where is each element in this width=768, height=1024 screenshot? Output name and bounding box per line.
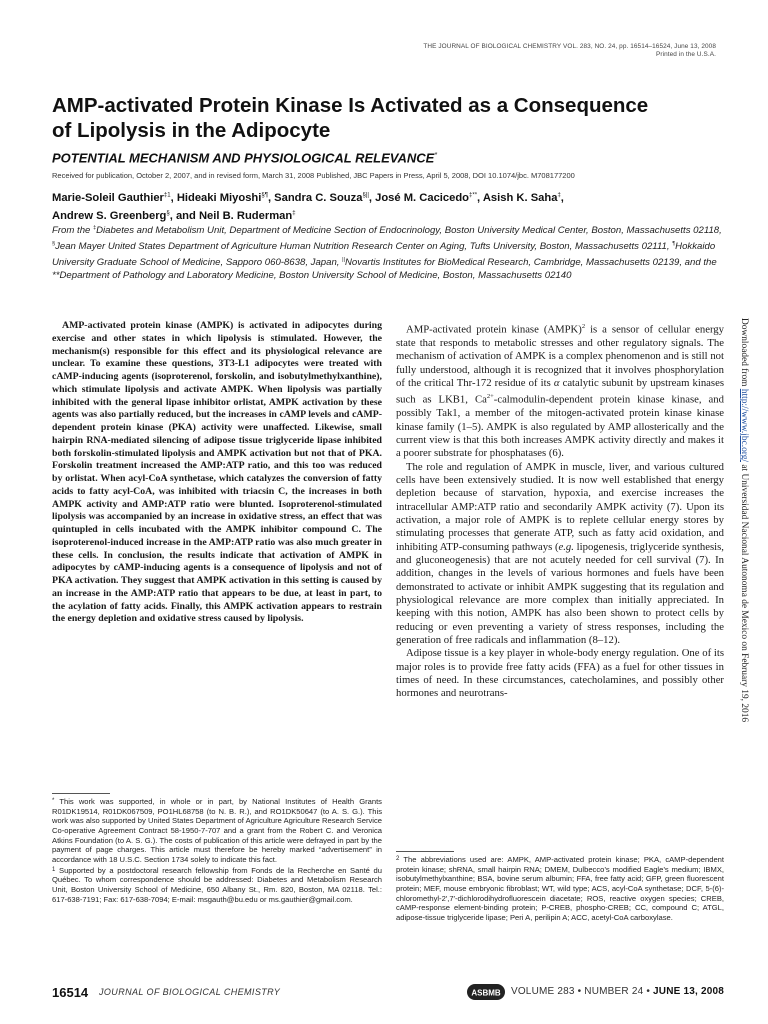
footnote-mark: 2: [396, 856, 400, 862]
asbmb-logo: [467, 984, 505, 1000]
footnote-mark: 1: [52, 866, 56, 873]
footnote-text: Supported by a postdoctoral research fellowship from Fonds de la Recherche en Santé du Québec. To whom correspondence should be addressed: Diabetes and Metabolism Research Unit, Boston University School of Medicine, 650 Albany St., Rm. 820, Boston, MA 02118. Tel.: 617-638-7191; Fax: 617-638-7094; E-mail: msgauth@bu.edu or ms.gauthier@gmail.com.: [52, 865, 382, 904]
text-run: -calmodulin-dependent protein kinase kinase, and possibly Tak1, a member of the mitogen-activated protein kinase kinase kinase family (1–5). AMPK is also regulated by AMP allosterically and the current view is that this both increases AMPK activity directly and makes it a poorer substrate for phosphatases (6).: [396, 393, 724, 460]
charge-superscript: 2+: [486, 393, 494, 401]
footnote-text: This work was supported, in whole or in part, by National Institutes of Health Grants R01DK19514, R01DK067509, PO1HL68758 (to N. B. R.), and RO1DK50647 (to A. S. G.). This work was also supported by United States Department of Agriculture Agriculture Research Service Co-operative Agreement Contract 58-1950-7-707 and a grant from the Robert C. and Veronica Atkins Foundation (to A. S. G.). The costs of publication of this article were defrayed in part by the payment of page charges. This article must therefore be hereby marked “advertisement” in accordance with 18 U.S.C. Section 1734 solely to indicate this fact.: [52, 797, 382, 864]
author: Hideaki Miyoshi§¶,: [176, 191, 275, 204]
running-header: [423, 43, 716, 59]
author-list: [52, 187, 692, 224]
footer-volume: [511, 986, 724, 997]
footnote-abbreviations: [396, 855, 724, 923]
author: Marie-Soleil Gauthier$^{\ddagger 1}$,: [52, 191, 177, 204]
jbc-link[interactable]: http://www.jbc.org/: [739, 388, 749, 463]
paragraph: [396, 461, 724, 648]
title-line-2: of Lipolysis in the Adipocyte: [52, 118, 331, 142]
author-mark: §: [166, 210, 170, 217]
volume-issue: VOLUME 283 • NUMBER 24 •: [510, 986, 651, 997]
text-run: catalytic subunit by upstream kinases such as LKB1, Ca: [396, 376, 724, 406]
article-title: [52, 94, 732, 143]
author-mark: §||: [362, 192, 369, 198]
download-suffix: at Universidad Nacional Autonoma de Mexico on February 19, 2016: [739, 462, 749, 723]
affiliation: Diabetes and Metabolism Unit, Department of Medicine Section of Endocrinology, Boston University Medical Center, Boston, Massachusetts 02118,: [96, 225, 722, 237]
author-name: Hideaki Miyoshi: [176, 191, 262, 204]
author-mark: ‡: [557, 192, 561, 198]
author-name: José M. Cacicedo: [375, 191, 470, 204]
affiliation-mark: §: [52, 241, 56, 248]
page-footer: [52, 985, 724, 1001]
footer-journal-name: JOURNAL OF BIOLOGICAL CHEMISTRY: [99, 987, 281, 997]
text-run: The role and regulation of AMPK in muscle, liver, and various cultured cells have been extensively studied. It is now well established that energy depletion because of starvation, hypoxia, and exercise increases the intracellular AMP:ATP ratio and secondarily AMPK activity (7). Upon its activation, a major role of AMPK is to replete cellular energy stores by stimulating processes that generate ATP, such as fatty acid oxidation, and inhibiting ATP-consuming pathways (: [396, 460, 724, 553]
subtitle-text: POTENTIAL MECHANISM AND PHYSIOLOGICAL RELEVANCE: [52, 150, 435, 166]
author-mark: ‡: [292, 210, 296, 217]
article-subtitle: [52, 148, 437, 166]
page-number: 16514: [52, 985, 89, 1000]
affiliation-mark: ¶: [672, 241, 676, 248]
issue-date: JUNE 13, 2008: [653, 986, 724, 997]
footnote-ref[interactable]: 2: [581, 323, 586, 330]
author-name: and Neil B. Ruderman: [175, 210, 293, 223]
publication-history: Received for publication, October 2, 2007, and in revised form, March 31, 2008 Published, JBC Papers in Press, April 5, 2008, DOI 10.1074/jbc. M708177200: [52, 171, 575, 180]
italic-eg: e.g.: [558, 540, 574, 553]
author-name: Andrew S. Greenberg: [52, 210, 167, 223]
author: Asish K. Saha‡,: [482, 191, 564, 204]
footnote-mark: *: [52, 798, 55, 804]
text-run: is a sensor of cellular energy state that responds to metabolic stresses and other regulatory signals. The mechanism of activation of AMPK is a complex phenomenon and is still not fully understood, although it is recognized that it involves phosphorylation of the critical Thr-172 residue of its: [396, 323, 724, 389]
footnote-divider: [52, 793, 110, 794]
text-run: AMP-activated protein kinase (AMPK): [406, 323, 582, 336]
download-sidebar: [740, 318, 758, 768]
download-notice: [739, 318, 749, 722]
subtitle-footnote-mark: *: [434, 152, 438, 159]
footnote-divider: [396, 851, 454, 852]
paragraph: Adipose tissue is a key player in whole-body energy regulation. One of its major roles is to provide free fatty acids (FFA) as a fuel for other tissues in times of need. In these circumstances, catecholamines, and possibly other hormones and neurotrans-: [396, 647, 724, 700]
greek-alpha: α: [553, 376, 560, 389]
author: Andrew S. Greenberg§,: [52, 210, 176, 223]
logo-text: ASBMB: [471, 988, 501, 998]
author-mark: ‡1: [163, 192, 171, 198]
affiliations: [52, 222, 722, 283]
author-mark: §¶: [261, 192, 268, 198]
footnotes-left: [52, 797, 382, 905]
author-name: Sandra C. Souza: [274, 191, 363, 204]
author-name: Marie-Soleil Gauthier: [52, 191, 164, 204]
printed-note: Printed in the U.S.A.: [656, 51, 716, 58]
journal-citation: THE JOURNAL OF BIOLOGICAL CHEMISTRY VOL. 283, NO. 24, pp. 16514–16524, June 13, 2008: [423, 43, 716, 50]
author-mark: ‡**: [469, 192, 478, 198]
author: Sandra C. Souza§||,: [274, 191, 376, 204]
footnote-funding: [52, 797, 382, 865]
title-line-1: AMP-activated Protein Kinase Is Activated as a Consequence: [52, 94, 649, 117]
affiliation-intro: From the: [52, 225, 94, 237]
affiliation-mark: ||: [342, 257, 345, 264]
paragraph: [396, 320, 724, 461]
author: José M. Cacicedo‡**,: [375, 191, 483, 204]
abstract: AMP-activated protein kinase (AMPK) is activated in adipocytes during exercise and other states in which lipolysis is stimulated. However, the mechanism(s) responsible for this effect and its physiological relevance are unclear. To examine these questions, 3T3-L1 adipocytes were treated with cAMP-inducing agents (isoproterenol, forskolin, and isobutylmethylxanthine), which stimulate lipolysis and activate AMPK. When lipolysis was partially inhibited with the general lipase inhibitor orlistat, AMPK activation by these agents was also partially reduced, but the increases in cAMP levels and cAMP-dependent protein kinase (PKA) activity were unaffected. Likewise, small hairpin RNA-mediated silencing of adipose tissue triglyceride lipase inhibited both forskolin-stimulated lipolysis and AMPK activation but not that of PKA. Forskolin treatment increased the AMP:ATP ratio, and this too was reduced by orlistat. When acyl-CoA synthetase, which catalyzes the conversion of fatty acids to fatty acyl-CoA, was inhibited with triacsin C, the increases in both AMPK activity and AMP:ATP ratio were blunted. Isoproterenol-stimulated lipolysis was accompanied by an increase in oxidative stress, an effect that was quintupled in cells incubated with the AMPK inhibitor compound C. The isoproterenol-induced increase in the AMP:ATP ratio was also much greater in these cells. In conclusion, the results indicate that activation of AMPK in adipocytes by cAMP-inducing agents is a consequence of lipolysis and not of PKA activation. They suggest that AMPK activation in this setting is caused by an increase in the AMP:ATP ratio that appears to be due, at least in part, to the acylation of fatty acids. Finally, this AMPK activation appears to restrain the energy depletion and oxidative stress caused by lipolysis.: [52, 320, 382, 625]
download-prefix: Downloaded from: [739, 318, 749, 389]
author-name: Asish K. Saha: [482, 191, 558, 204]
author: [176, 210, 296, 222]
text-run: lipogenesis, triglyceride synthesis, and gluconeogenesis) that are not acutely needed for cell survival (7). In addition, changes in the levels of various hormones and fuels have been demonstrated to activate or inhibit AMPK suggesting that its regulation and physiological relevance are more complex than initially appreciated. In keeping with this notion, AMPK has also been shown to protect cells by reducing or even preventing a variety of stress responses, including the generation of free radicals and inflammation (8–12).: [396, 540, 724, 647]
footnote-correspondence: [52, 866, 382, 905]
affiliation: Hokkaido University Graduate School of Medicine, Sapporo 060-8638, Japan,: [52, 241, 716, 269]
affiliation: Novartis Institutes for BioMedical Research, Cambridge, Massachusetts 02139, and the **Department of Pathology and Laboratory Medicine, Boston University School of Medicine, Boston, Massachusetts 02140: [52, 257, 717, 282]
affiliation: Jean Mayer United States Department of Agriculture Human Nutrition Research Center on Aging, Tufts University, Boston, Massachusetts 02111,: [55, 241, 673, 253]
introduction-column: [396, 320, 724, 701]
footnote-text: The abbreviations used are: AMPK, AMP-activated protein kinase; PKA, cAMP-dependent protein kinase; shRNA, small hairpin RNA; DMEM, Dulbecco’s modified Eagle’s medium; IBMX, isobutylmethylxanthine; BSA, bovine serum albumin; FFA, free fatty acid; GFP, green fluorescent protein; MEF, mouse embryonic fibroblast; WT, wild type; ACS, acyl-CoA synthetase; DCF, 5-(6)-chloromethyl-2′,7′-dichlorodihydrofluorescein diacetate; ROS, reactive oxygen species; CREB, cAMP-response element-binding protein; P-CREB, phospho-CREB; CC, compound C; ATGL, adipose-tissue triglyceride lipase; Peri A, perilipin A; ACC, acetyl-CoA carboxylase.: [396, 855, 724, 922]
affiliation-mark: ‡: [93, 225, 97, 231]
